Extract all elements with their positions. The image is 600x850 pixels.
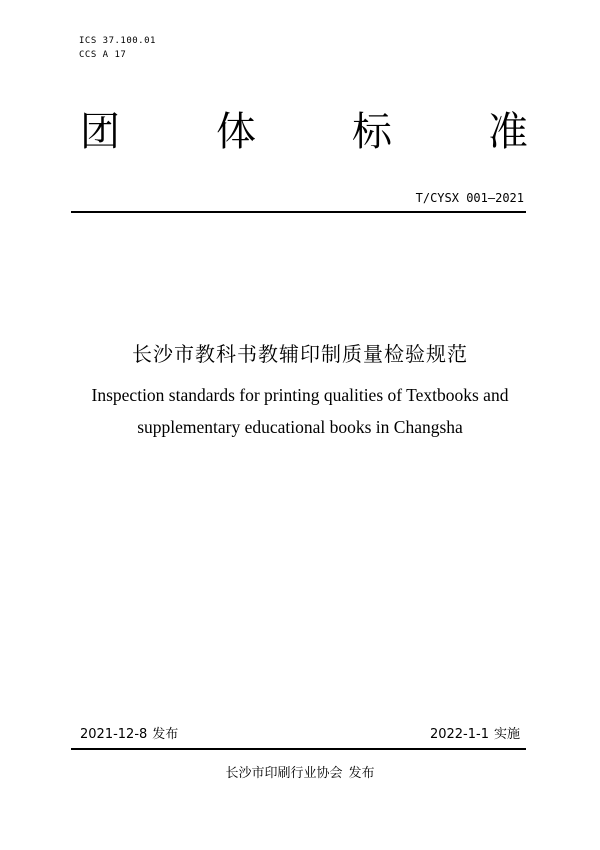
title-english-line-1: Inspection standards for printing qualities of Textbooks and <box>91 385 509 405</box>
publish-date: 2021-12-8 <box>80 727 148 742</box>
heading-char-2: 体 <box>216 109 256 155</box>
title-chinese: 长沙市教科书教辅印制质量检验规范 <box>132 342 468 366</box>
implement-date-block <box>430 726 520 744</box>
ics-code: ICS 37.100.01 <box>79 36 156 46</box>
standard-type-heading <box>80 104 528 160</box>
ccs-code: CCS A 17 <box>79 50 127 60</box>
heading-char-3: 标 <box>352 109 392 155</box>
heading-char-4: 准 <box>488 109 528 155</box>
bottom-divider <box>71 748 526 750</box>
standard-number: T/CYSX 001—2021 <box>415 191 524 205</box>
implement-date: 2022-1-1 <box>429 727 489 742</box>
publisher-name: 长沙市印刷行业协会 <box>225 766 343 781</box>
publish-label: 发布 <box>152 727 179 742</box>
top-divider <box>71 211 526 213</box>
publish-date-block <box>80 726 178 744</box>
implement-label: 实施 <box>493 727 520 742</box>
classification-codes <box>79 34 156 62</box>
heading-char-1: 团 <box>80 109 120 155</box>
title-english-line-2: supplementary educational books in Changsha <box>137 417 463 437</box>
publisher-label: 发布 <box>348 766 375 781</box>
publisher-line <box>0 765 600 783</box>
